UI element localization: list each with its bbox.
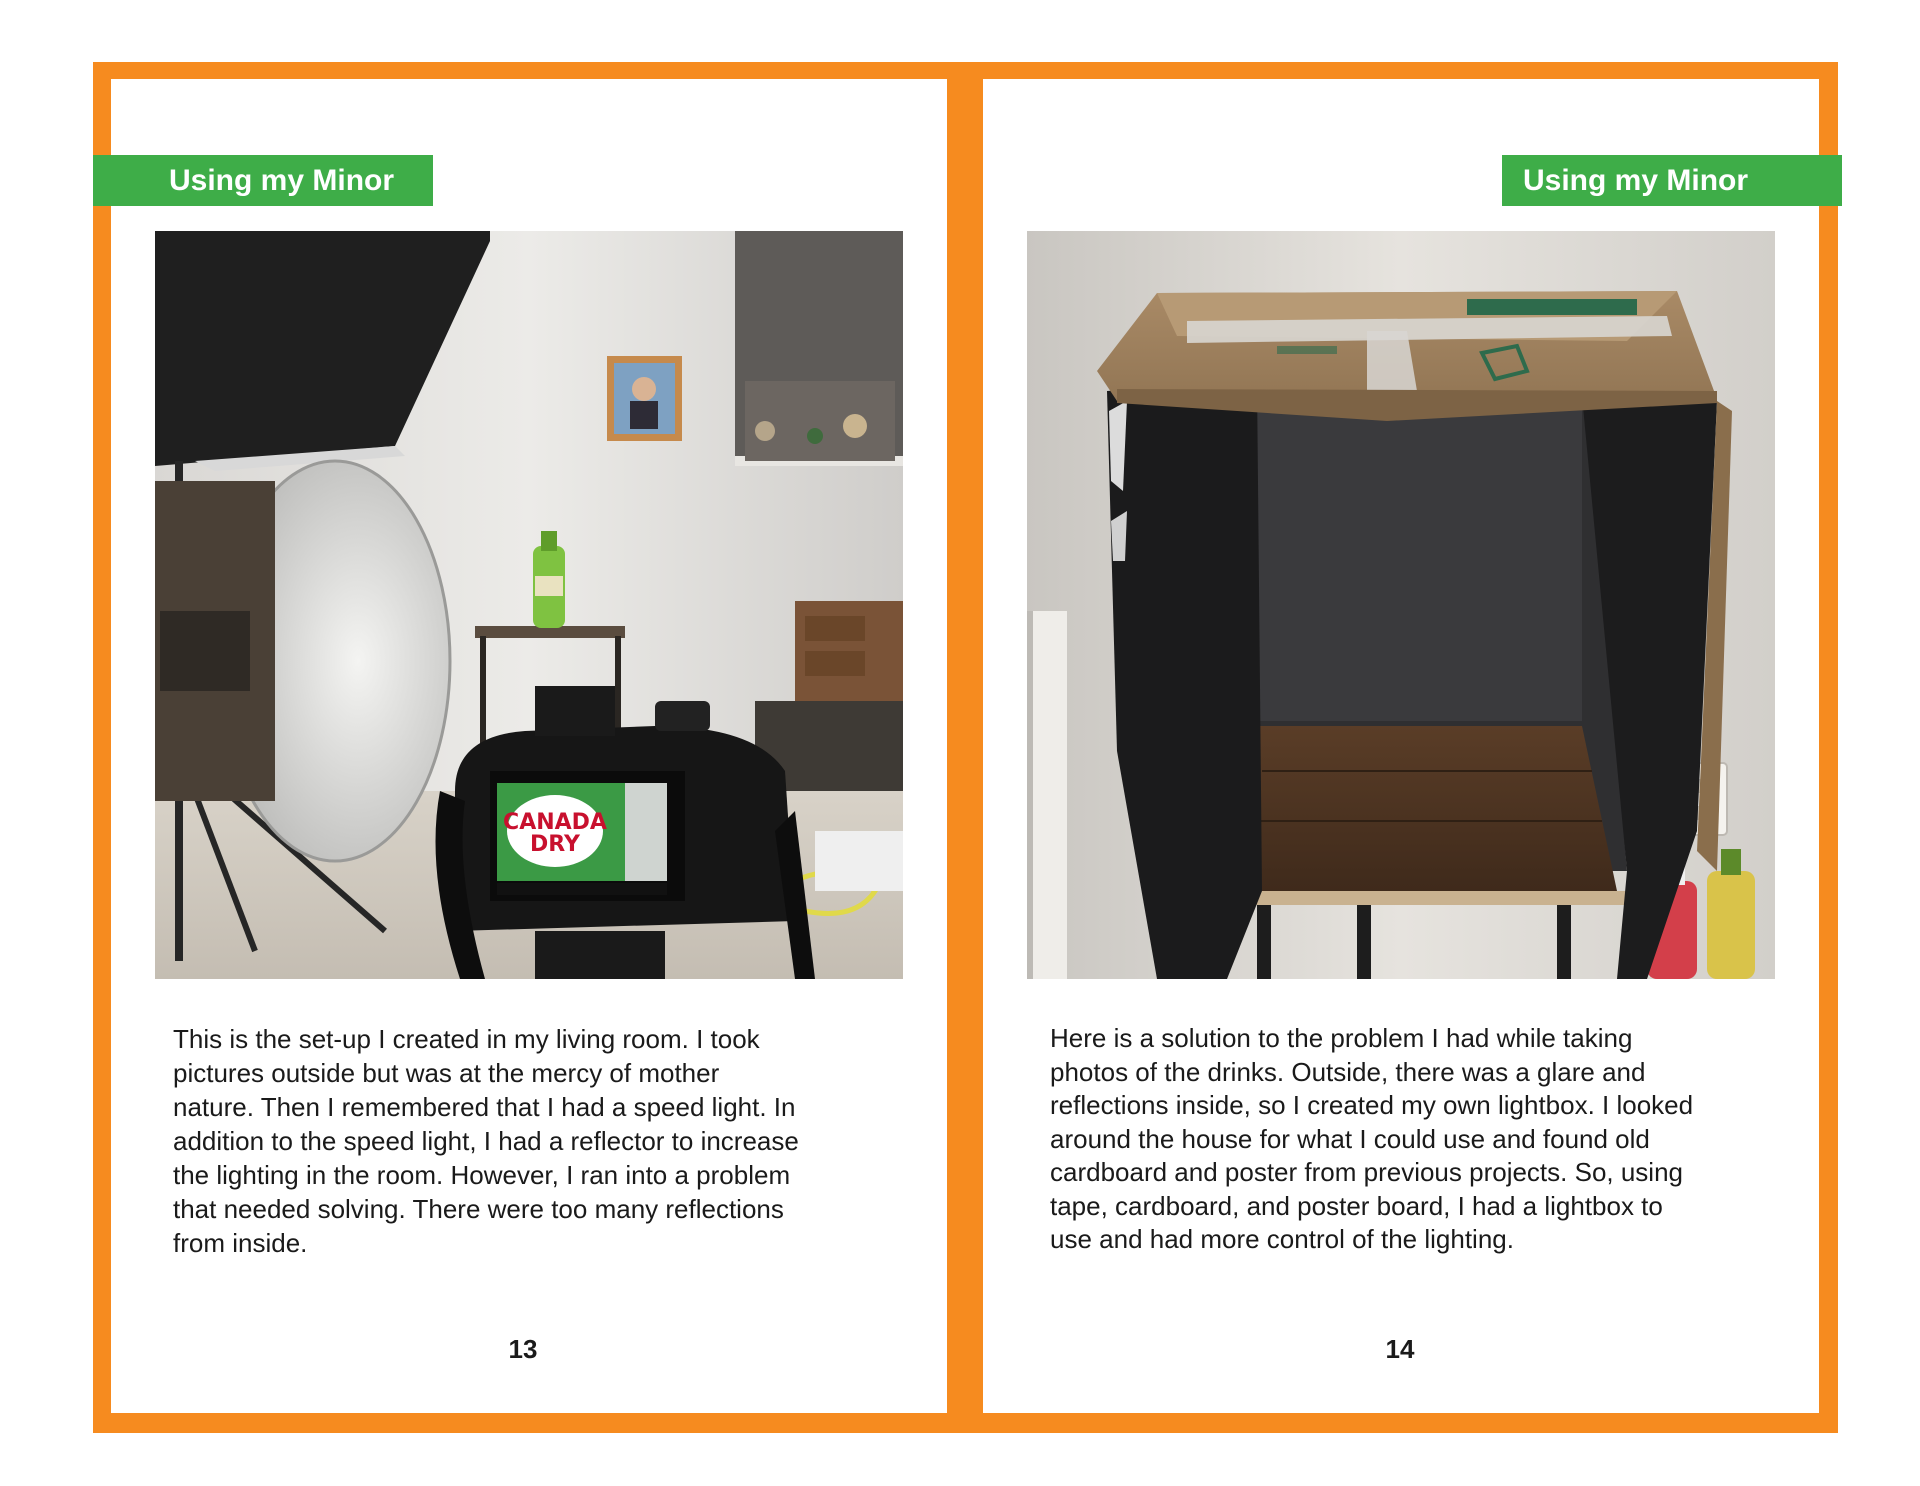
cardboard-lightbox-photo xyxy=(1027,231,1775,979)
section-tab-label: Using my Minor xyxy=(1523,163,1749,197)
living-room-setup-illustration xyxy=(155,231,903,979)
camera-screen-brand-line-1: CANADA xyxy=(503,810,607,835)
page-number-14: 14 xyxy=(1385,1334,1415,1364)
section-tab-label: Using my Minor xyxy=(169,163,395,197)
living-room-setup-photo xyxy=(155,231,903,979)
section-tab-left xyxy=(93,155,433,206)
page-number-13: 13 xyxy=(508,1334,538,1364)
camera-screen-brand-line-2: DRY xyxy=(530,832,580,857)
section-tab-right xyxy=(1502,155,1842,206)
cardboard-lightbox-illustration xyxy=(1027,231,1775,979)
left-page-paragraph: This is the set-up I created in my living room. I took pictures outside but was at the mercy of mother nature. Then I remembered that I had a speed light. In addition to the speed light, I had a reflector to increase the lighting in the room. However, I ran into a problem that needed solving. There were too many reflections from inside. xyxy=(173,1024,799,1258)
right-page-paragraph: Here is a solution to the problem I had while taking photos of the drinks. Outside, there was a glare and reflections inside, so I created my own lightbox. I looked around the house for what I could use and found old cardboard and poster from previous projects. So, using tape, cardboard, and poster board, I had a lightbox to use and had more control of the lighting. xyxy=(1050,1023,1694,1254)
